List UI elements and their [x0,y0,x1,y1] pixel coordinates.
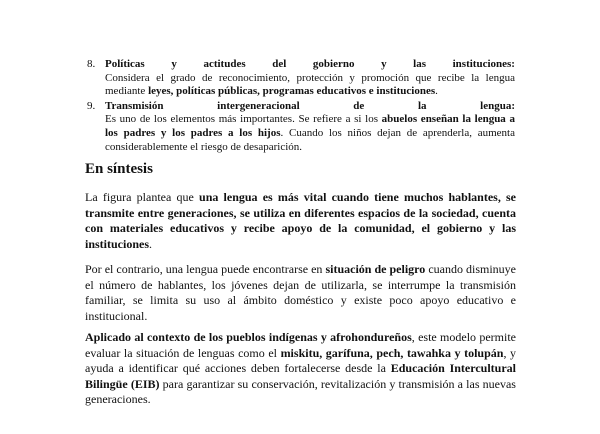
section-heading: En síntesis [85,161,153,177]
synthesis-paragraph-1: La figura plantea que una lengua es más vital cuando tiene muchos hablantes, se transmite entre generaciones, se utiliza en diferentes espacios de la sociedad, cuenta con materiales educativos y recibe apoyo de la comunidad, el gobierno y las instituciones. [85,190,517,251]
list-item-title: Transmisión intergeneracional de la lengua: [105,99,515,112]
list-item-9 [87,99,515,154]
list-item-number: 9. [87,99,96,112]
synthesis-paragraph-2: Por el contrario, una lengua puede encontrarse en situación de peligro cuando disminuye el número de hablantes, los jóvenes dejan de utilizarla, se interrumpe la transmisión familiar, se limita su uso al ámbito doméstico y existe poco apoyo educativo e institucional. [85,262,516,323]
list-item-number: 8. [87,58,96,70]
list-item-description: Es uno de los elementos más importantes. Se refiere a si los abuelos enseñan la lengua a los padres y los padres a los hijos. Cuando los niños dejan de aprenderla, aumenta considerablemente el riesgo de desaparición. [105,113,515,153]
list-item-8 [87,58,515,99]
list-item-description: Considera el grado de reconocimiento, protección y promoción que recibe la lengua mediante leyes, políticas públicas, programas educativos e instituciones. [105,71,515,98]
synthesis-paragraph-3: Aplicado al contexto de los pueblos indígenas y afrohondureños, este modelo permite evaluar la situación de lenguas como el miskitu, garífuna, pech, tawahka y tolupán, y ayuda a identificar qué acciones deben fortalecerse desde la Educación Intercultural Bilingüe (EIB) para garantizar su conservación, revitalización y transmisión a las nuevas generaciones. [85,330,517,406]
criteria-list [87,58,515,155]
list-item-title: Políticas y actitudes del gobierno y las instituciones: [105,58,515,70]
